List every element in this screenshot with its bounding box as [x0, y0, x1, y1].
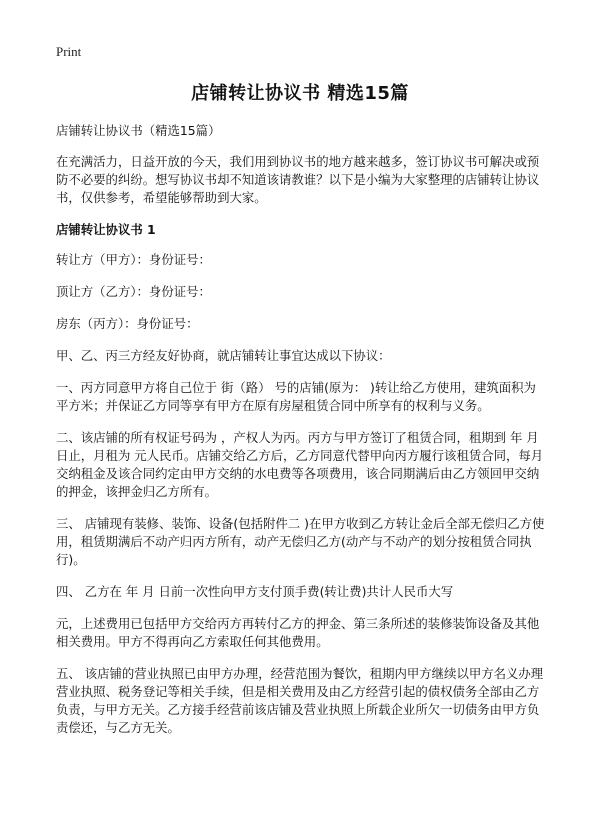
intro-paragraph: 在充满活力，日益开放的今天，我们用到协议书的地方越来越多，签订协议书可解决或预防不必要的纠纷。想写协议书却不知道该请教谁？以下是小编为大家整理的店铺转让协议书，仅供参考，希望能够帮助到大家。 — [56, 154, 540, 205]
clause-3: 三、 店铺现有装修、装饰、设备(包括附件二 )在甲方收到乙方转让金后全部无偿归乙方使用，租赁期满后不动产归丙方所有，动产无偿归乙方(动产与不动产的划分按租赁合同执行)。 — [56, 516, 545, 567]
party-transferor-line: 转让方（甲方）：身份证号： — [56, 252, 211, 267]
clause-4-continued: 元，上述费用已包括甲方交给丙方再转付乙方的押金、第三条所述的装修装饰设备及其他相关费用。甲方不得再向乙方索取任何其他费用。 — [56, 616, 540, 649]
party-transferee-line: 顶让方（乙方）：身份证号： — [56, 284, 211, 299]
agreement-preamble: 甲、乙、丙三方经友好协商，就店铺转让事宜达成以下协议： — [56, 348, 391, 363]
document-title: 店铺转让协议书 精选15篇 — [191, 83, 409, 104]
document-subtitle: 店铺转让协议书（精选15篇） — [56, 123, 221, 138]
clause-5: 五、 该店铺的营业执照已由甲方办理，经营范围为餐饮，租期内甲方继续以甲方名义办理营业执照、税务登记等相关手续，但是相关费用及由乙方经营引起的债权债务全部由乙方负责，与甲方无关。乙方接手经营前该店铺及营业执照上所载企业所欠一切债务由甲方负责偿还，与乙方无关。 — [56, 666, 544, 735]
clause-2: 二、该店铺的所有权证号码为 ，产权人为丙。丙方与甲方签订了租赁合同，租期到 年 月 日止，月租为 元人民币。店铺交给乙方后，乙方同意代替甲向丙方履行该租赁合同，每月交纳租金及该合同约定由甲方交纳的水电费等各项费用，该合同期满后由乙方领回甲交纳的押金，该押金归乙方所有。 — [56, 430, 544, 499]
party-landlord-line: 房东（丙方）：身份证号： — [56, 316, 199, 331]
document-body — [56, 122, 551, 751]
print-link[interactable]: Print — [56, 44, 82, 59]
clause-4: 四、 乙方在 年 月 日前一次性向甲方支付顶手费(转让费)共计人民币大写 — [56, 584, 454, 599]
clause-1: 一、丙方同意甲方将自己位于 街（路） 号的店铺(原为： )转让给乙方使用，建筑面积为 平方米；并保证乙方同等享有甲方在原有房屋租赁合同中所享有的权利与义务。 — [56, 380, 536, 413]
section-heading: 店铺转让协议书 1 — [56, 222, 156, 237]
